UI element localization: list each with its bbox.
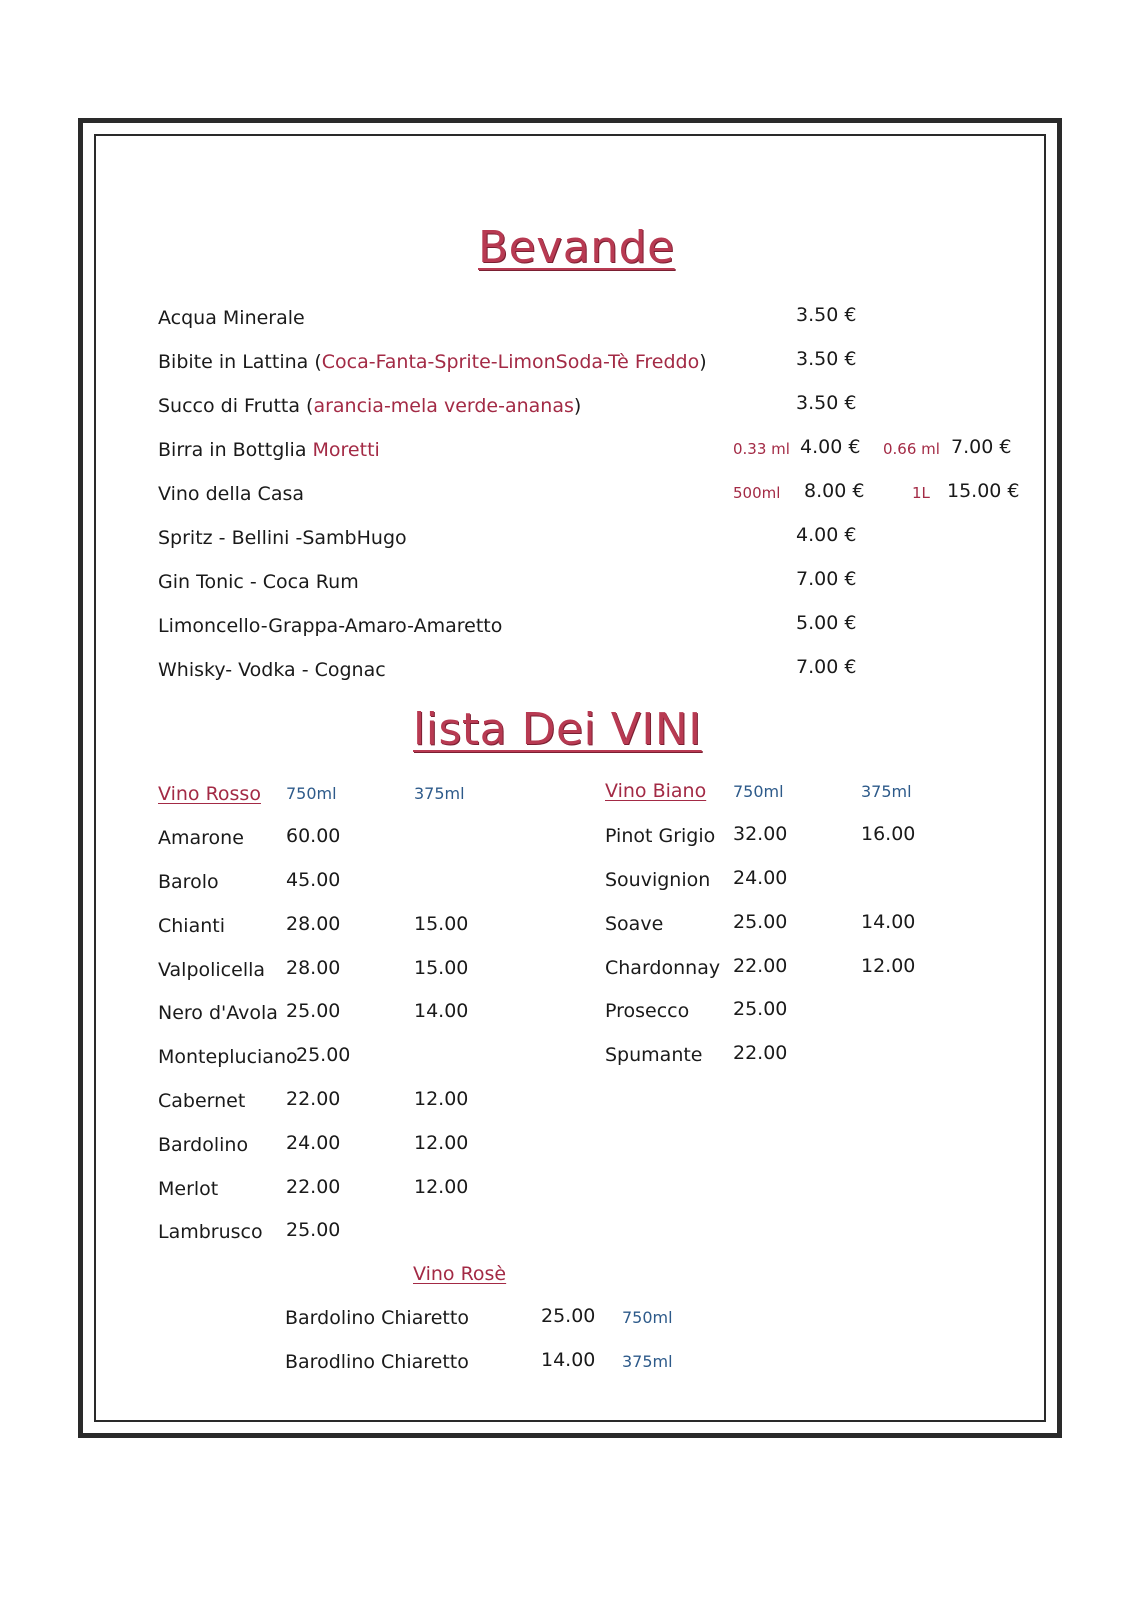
bevande-item-extra: Coca-Fanta-Sprite-LimonSoda-Tè Freddo (321, 351, 700, 373)
bevande-item (158, 483, 304, 505)
wine-name: Chardonnay (605, 957, 721, 979)
vino-casa-price-small: 8.00 € (804, 480, 865, 502)
vino-casa-price-large: 15.00 € (947, 480, 1020, 502)
rosso-col-750: 750ml (286, 784, 337, 803)
bevande-item-name: Gin Tonic - Coca Rum (158, 571, 359, 593)
bevande-item-name: Birra in Bottglia (158, 439, 313, 461)
wine-price-750: 60.00 (286, 825, 341, 847)
bevande-item (158, 307, 305, 329)
bianco-col-375: 375ml (861, 782, 912, 801)
wine-price-375: 14.00 (414, 1000, 469, 1022)
wine-name: Prosecco (605, 1000, 690, 1022)
wine-name: Cabernet (158, 1090, 246, 1112)
wine-price-750: 25.00 (733, 998, 788, 1020)
wine-price-750: 24.00 (286, 1132, 341, 1154)
wine-price-750: 28.00 (286, 957, 341, 979)
bevande-item (158, 615, 502, 637)
birra-price-large: 7.00 € (951, 436, 1012, 458)
bevande-item-name: Acqua Minerale (158, 307, 305, 329)
wine-price-750: 28.00 (286, 913, 341, 935)
bevande-item-price: 5.00 € (796, 612, 857, 634)
wine-name: Merlot (158, 1178, 219, 1200)
wine-price: 25.00 (541, 1305, 596, 1327)
wine-price: 14.00 (541, 1349, 596, 1371)
wine-name: Amarone (158, 827, 244, 849)
bevande-item-suffix: ) (699, 351, 707, 373)
wine-name: Bardolino (158, 1134, 249, 1156)
wine-name: Valpolicella (158, 959, 266, 981)
bevande-item-name: Vino della Casa (158, 483, 305, 505)
wine-price-375: 15.00 (414, 957, 469, 979)
wine-name: Souvignion (605, 869, 711, 891)
wine-price-375: 12.00 (414, 1176, 469, 1198)
bevande-item (158, 439, 380, 461)
wine-name: Barodlino Chiaretto (285, 1351, 469, 1373)
wine-price-750: 22.00 (733, 955, 788, 977)
bevande-item-name: Spritz - Bellini -SambHugo (158, 527, 407, 549)
wine-name: Bardolino Chiaretto (285, 1307, 469, 1329)
vino-rosso-heading: Vino Rosso (158, 783, 261, 805)
wine-price-375: 15.00 (414, 913, 469, 935)
bevande-item (158, 571, 359, 593)
vino-rose-heading: Vino Rosè (413, 1263, 507, 1285)
wine-price-375: 14.00 (861, 911, 916, 933)
bevande-item-name: Whisky- Vodka - Cognac (158, 659, 386, 681)
bevande-item (158, 351, 707, 373)
wine-price-750: 32.00 (733, 823, 788, 845)
wine-price-750: 22.00 (286, 1088, 341, 1110)
bevande-title: Bevande (478, 222, 675, 273)
bevande-item-price: 7.00 € (796, 656, 857, 678)
bevande-item-name: Limoncello-Grappa-Amaro-Amaretto (158, 615, 503, 637)
wine-price-750: 22.00 (733, 1042, 788, 1064)
vino-casa-vol-small: 500ml (733, 484, 781, 502)
wine-name: Barolo (158, 871, 219, 893)
wine-name: Nero d'Avola (158, 1002, 278, 1024)
wine-price-750: 25.00 (296, 1044, 351, 1066)
bevande-item-name: Bibite in Lattina ( (158, 351, 322, 373)
wine-price-750: 25.00 (286, 1219, 341, 1241)
bevande-item-price: 4.00 € (796, 524, 857, 546)
bevande-item-price: 3.50 € (796, 392, 857, 414)
bevande-item (158, 659, 386, 681)
birra-vol-large: 0.66 ml (883, 440, 940, 458)
bevande-item-price: 3.50 € (796, 304, 857, 326)
wine-price-750: 24.00 (733, 867, 788, 889)
wine-name: Lambrusco (158, 1221, 263, 1243)
bevande-item (158, 527, 407, 549)
bevande-item-price: 7.00 € (796, 568, 857, 590)
vino-bianco-heading: Vino Biano (605, 780, 707, 802)
wine-price-750: 25.00 (733, 911, 788, 933)
wine-price-750: 22.00 (286, 1176, 341, 1198)
wine-name: Spumante (605, 1044, 703, 1066)
birra-price-small: 4.00 € (800, 436, 861, 458)
wine-price-375: 16.00 (861, 823, 916, 845)
wine-price-750: 45.00 (286, 869, 341, 891)
bevande-item-name: Succo di Frutta ( (158, 395, 314, 417)
bevande-item-extra: arancia-mela verde-ananas (313, 395, 574, 417)
bevande-item-suffix: ) (573, 395, 582, 417)
bianco-col-750: 750ml (733, 782, 784, 801)
wine-name: Chianti (158, 915, 226, 937)
wine-price-375: 12.00 (414, 1088, 469, 1110)
wine-price-750: 25.00 (286, 1000, 341, 1022)
wine-name: Montepluciano (158, 1046, 298, 1068)
birra-vol-small: 0.33 ml (733, 440, 790, 458)
wine-name: Soave (605, 913, 664, 935)
vino-casa-vol-large: 1L (912, 484, 930, 502)
wine-price-375: 12.00 (414, 1132, 469, 1154)
rosso-col-375: 375ml (414, 784, 465, 803)
wine-price-375: 12.00 (861, 955, 916, 977)
bevande-item-price: 3.50 € (796, 348, 857, 370)
wine-volume: 750ml (622, 1308, 673, 1327)
wine-name: Pinot Grigio (605, 825, 716, 847)
bevande-item (158, 395, 581, 417)
wine-volume: 375ml (622, 1352, 673, 1371)
vini-title: lista Dei VINI (413, 704, 702, 755)
bevande-item-extra: Moretti (312, 439, 380, 461)
